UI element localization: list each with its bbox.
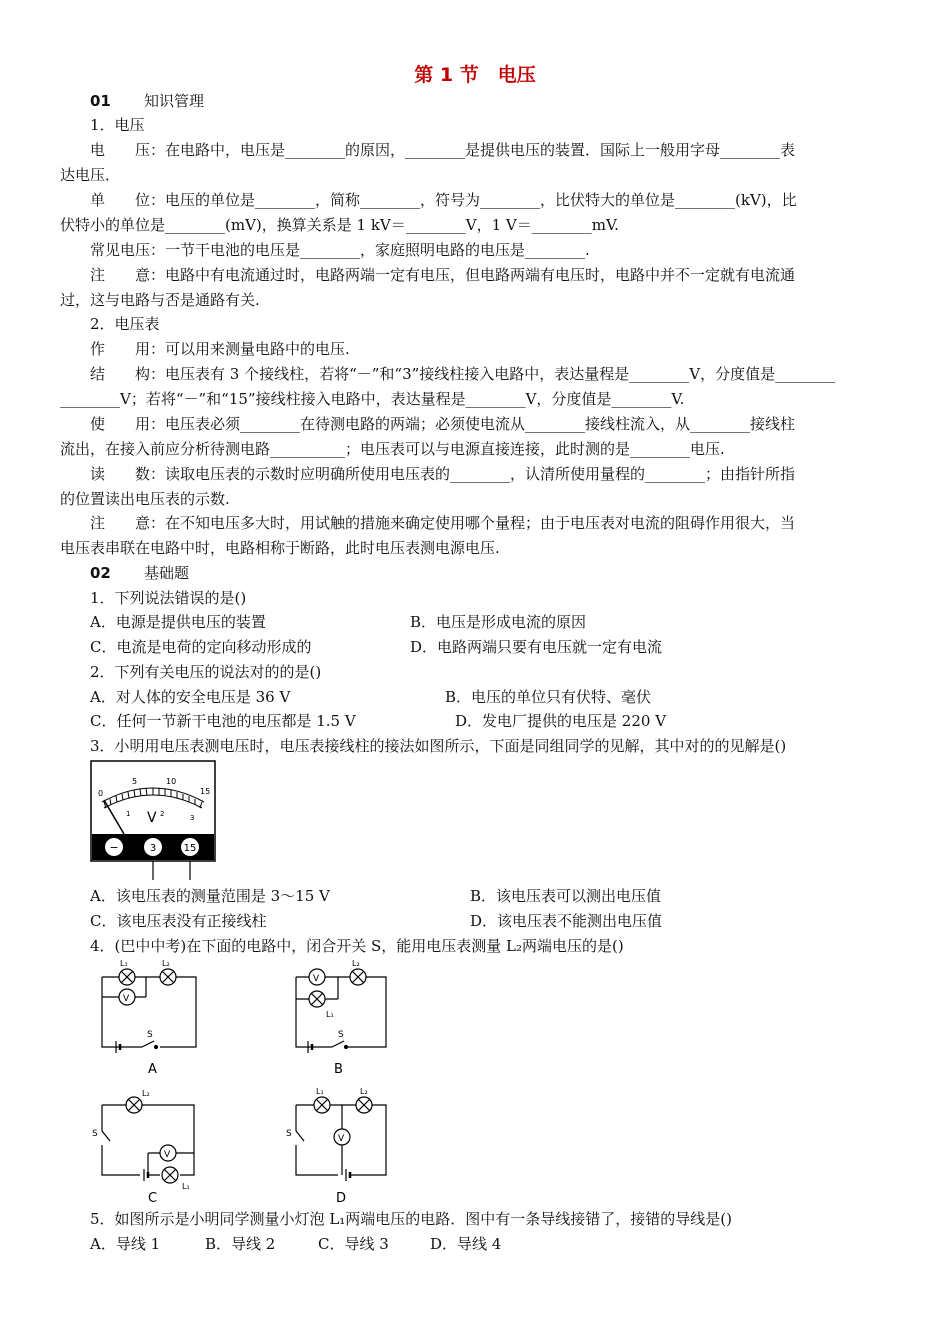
lamp-label: L₁ bbox=[120, 959, 128, 968]
circuit-a bbox=[102, 969, 196, 1053]
text-line: 伏特小的单位是________(mV)，换算关系是 1 kV＝________V，1 V＝________mV. bbox=[60, 216, 619, 234]
scale-label-lower: 2 bbox=[160, 810, 165, 818]
circuit-c bbox=[102, 1097, 194, 1183]
heading-voltage: 1．电压 bbox=[90, 116, 145, 134]
section-header-basic bbox=[90, 562, 189, 584]
section-number: 02 bbox=[90, 564, 111, 582]
text-line: 常见电压：一节干电池的电压是________，家庭照明电路的电压是________. bbox=[90, 241, 590, 259]
text-line: 电 压：在电路中，电压是________的原因，________是提供电压的装置．国际上一般用字母________表 bbox=[90, 141, 796, 159]
voltmeter-symbol: V bbox=[123, 994, 130, 1004]
voltmeter-symbol: V bbox=[313, 974, 320, 984]
question-2-option-a: A．对人体的安全电压是 36 V bbox=[90, 688, 291, 706]
question-1-option-a: A．电源是提供电压的装置 bbox=[90, 613, 266, 631]
question-2-stem: 2．下列有关电压的说法对的的是() bbox=[90, 663, 322, 681]
page-title: 第 1 节 电压 bbox=[414, 64, 536, 86]
question-5-option-a: A．导线 1 bbox=[90, 1235, 161, 1253]
section-label: 知识管理 bbox=[144, 92, 205, 110]
question-4-stem: 4．(巴中中考)在下面的电路中，闭合开关 S，能用电压表测量 L₂两端电压的是() bbox=[90, 937, 624, 955]
text-line: 结 构：电压表有 3 个接线柱，若将“－”和“3”接线柱接入电路中，表达量程是________V，分度值是________ bbox=[90, 365, 836, 383]
text-line: 电压表串联在电路中时，电路相称于断路，此时电压表测电源电压. bbox=[60, 539, 500, 557]
switch-label: S bbox=[286, 1129, 292, 1139]
scale-label-lower: 3 bbox=[190, 814, 195, 822]
question-1-option-b: B．电压是形成电流的原因 bbox=[410, 613, 587, 631]
section-number: 01 bbox=[90, 92, 111, 110]
lamp-label: L₂ bbox=[162, 959, 170, 968]
switch-label: S bbox=[147, 1030, 153, 1040]
question-5-option-b: B．导线 2 bbox=[205, 1235, 276, 1253]
question-5-option-d: D．导线 4 bbox=[430, 1235, 502, 1253]
question-1-stem: 1．下列说法错误的是() bbox=[90, 589, 247, 607]
question-1-option-c: C．电流是电荷的定向移动形成的 bbox=[90, 638, 312, 656]
heading-voltmeter: 2．电压表 bbox=[90, 315, 160, 333]
text-line: 读 数：读取电压表的示数时应明确所使用电压表的________，认清所使用量程的________；由指针所指 bbox=[90, 465, 796, 483]
voltmeter-symbol: V bbox=[338, 1134, 345, 1144]
text-line: 的位置读出电压表的示数. bbox=[60, 490, 230, 508]
lamp-label: L₂ bbox=[352, 959, 360, 968]
scale-label-lower: 1 bbox=[126, 810, 131, 818]
question-3-option-a: A．该电压表的测量范围是 3～15 V bbox=[90, 887, 330, 905]
scale-label-upper: 10 bbox=[166, 777, 177, 786]
text-line: ________V；若将“－”和“15”接线柱接入电路中，表达量程是________V，分度值是________V. bbox=[60, 390, 685, 408]
text-line: 作 用：可以用来测量电路中的电压. bbox=[90, 340, 350, 358]
question-5-option-c: C．导线 3 bbox=[318, 1235, 389, 1253]
terminal-label: 15 bbox=[183, 843, 197, 854]
lamp-label: L₂ bbox=[142, 1089, 150, 1098]
question-3-option-d: D．该电压表不能测出电压值 bbox=[470, 912, 663, 930]
terminal-label: 3 bbox=[149, 843, 157, 854]
question-5-stem: 5．如图所示是小明同学测量小灯泡 L₁两端电压的电路．图中有一条导线接错了，接错的导线是() bbox=[90, 1210, 732, 1228]
scale-label-upper: 15 bbox=[200, 787, 211, 796]
scale-label-upper: 0 bbox=[98, 789, 104, 798]
question-2-option-c: C．任何一节新干电池的电压都是 1.5 V bbox=[90, 712, 356, 730]
circuit-options-figure bbox=[90, 955, 420, 1205]
text-line: 过，这与电路与否是通路有关. bbox=[60, 291, 260, 309]
voltmeter-symbol: V bbox=[164, 1150, 171, 1160]
option-label-c: C bbox=[148, 1191, 158, 1205]
lamp-label: L₁ bbox=[326, 1010, 334, 1019]
scale-label-upper: 5 bbox=[132, 777, 138, 786]
lamp-label: L₁ bbox=[182, 1182, 190, 1191]
question-3-option-b: B．该电压表可以测出电压值 bbox=[470, 887, 662, 905]
question-2-option-b: B．电压的单位只有伏特、毫伏 bbox=[445, 688, 652, 706]
circuit-b bbox=[296, 969, 386, 1053]
question-1-option-d: D．电路两端只要有电压就一定有电流 bbox=[410, 638, 663, 656]
text-line: 单 位：电压的单位是________，简称________，符号为________，比伏特大的单位是________(kV)，比 bbox=[90, 191, 797, 209]
meter-unit: V bbox=[147, 810, 157, 826]
section-header-knowledge bbox=[90, 90, 204, 112]
question-2-option-d: D．发电厂提供的电压是 220 V bbox=[455, 712, 667, 730]
option-label-b: B bbox=[334, 1062, 343, 1077]
section-label: 基础题 bbox=[144, 564, 190, 582]
text-line: 注 意：在不知电压多大时，用试触的措施来确定使用哪个量程；由于电压表对电流的阻碍作用很大，当 bbox=[90, 514, 796, 532]
option-label-d: D bbox=[336, 1191, 347, 1205]
text-line: 流出，在接入前应分析待测电路__________；电压表可以与电源直接连接，此时测的是________电压. bbox=[60, 440, 725, 458]
lamp-label: L₁ bbox=[316, 1087, 324, 1096]
lamp-label: L₂ bbox=[360, 1087, 368, 1096]
text-line: 达电压． bbox=[60, 166, 121, 184]
text-line: 注 意：电路中有电流通过时，电路两端一定有电压，但电路两端有电压时，电路中并不一定就有电流通 bbox=[90, 266, 796, 284]
question-3-stem: 3．小明用电压表测电压时，电压表接线柱的接法如图所示，下面是同组同学的见解，其中对的的见解是() bbox=[90, 737, 787, 755]
switch-label: S bbox=[338, 1030, 344, 1040]
terminal-label: − bbox=[109, 841, 119, 854]
option-label-a: A bbox=[148, 1062, 157, 1077]
text-line: 使 用：电压表必须________在待测电路的两端；必须使电流从________接线柱流入，从________接线柱 bbox=[90, 415, 796, 433]
voltmeter-figure bbox=[90, 760, 216, 880]
switch-label: S bbox=[92, 1129, 98, 1139]
question-3-option-c: C．该电压表没有正接线柱 bbox=[90, 912, 267, 930]
